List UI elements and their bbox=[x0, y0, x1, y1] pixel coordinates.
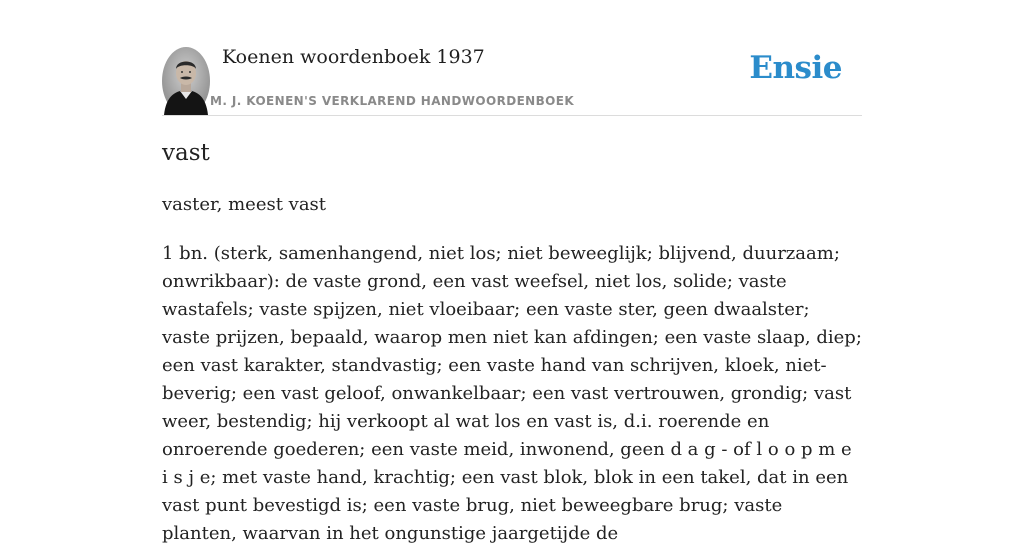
dictionary-header bbox=[162, 0, 862, 116]
entry-headword: vast bbox=[162, 140, 210, 166]
ensie-logo[interactable]: Ensie bbox=[749, 50, 842, 86]
dictionary-subtitle: M. J. KOENEN'S VERKLAREND HANDWOORDENBOEK bbox=[210, 94, 575, 108]
dictionary-title[interactable]: Koenen woordenboek 1937 bbox=[222, 46, 485, 68]
entry-forms: vaster, meest vast bbox=[162, 194, 327, 215]
entry-definition: 1 bn. (sterk, samenhangend, niet los; niet beweeglijk; blijvend, duurzaam; onwrikbaar): de vaste grond, een vast weefsel, niet los, solide; vaste wastafels; vaste spijzen, niet vloeibaar; een vaste ster, geen dwaalster; vaste prijzen, bepaald, waarop men niet kan afdingen; een vaste slaap, diep; een vast karakter, standvastig; een vaste hand van schrijven, kloek, niet-beverig; een vast geloof, onwankelbaar; een vast vertrouwen, grondig; vast weer, bestendig; hij verkoopt al wat los en vast is, d.i. roerende en onroerende goederen; een vaste meid, inwonend, geen d a g - of l o o p m e i s j e; met vaste hand, krachtig; een vast blok, blok in een takel, dat in een vast punt bevestigd is; een vaste brug, niet beweegbare brug; vaste planten, waarvan in het ongunstige jaargetijde de bbox=[162, 243, 862, 544]
author-portrait bbox=[162, 47, 210, 115]
content-container bbox=[162, 0, 862, 544]
